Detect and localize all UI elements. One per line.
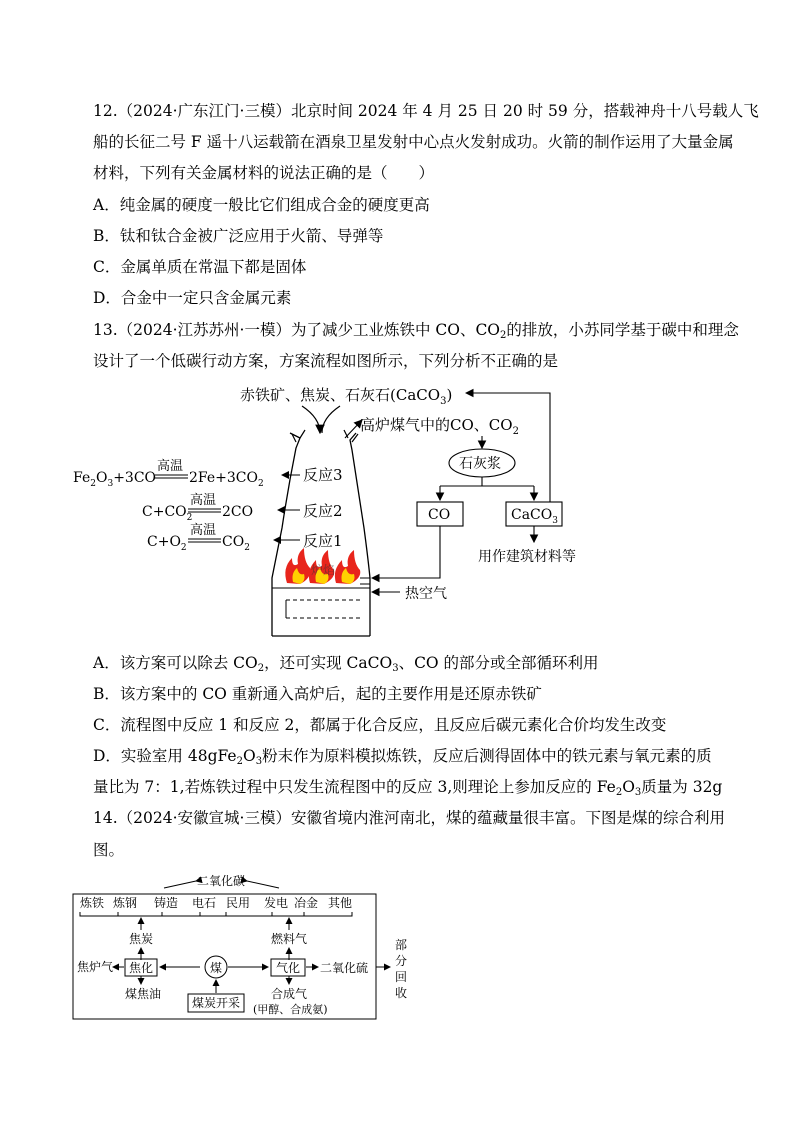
q13-option-c: C．流程图中反应 1 和反应 2，都属于化合反应，且反应后碳元素化合价均发生改变 <box>93 716 667 734</box>
fuel-gas-label: 燃料气 <box>271 932 308 946</box>
furnace-right-wall <box>350 433 370 636</box>
svg-text:2CO: 2CO <box>222 504 254 520</box>
flame-label: 炉焰 <box>311 563 336 577</box>
svg-text:C+CO2: $C+CO_2$ <box>142 504 193 523</box>
feed-label: 赤铁矿、焦炭、石灰石(CaCO$_3$) <box>240 386 453 407</box>
reaction-1-label: 反应1 <box>303 532 343 550</box>
q12-option-c: C．金属单质在常温下都是固体 <box>93 258 307 276</box>
coal-tar-label: 煤焦油 <box>125 987 162 1001</box>
lime-slurry-label: 石灰浆 <box>459 456 501 472</box>
svg-text:煤炭开采: 煤炭开采 <box>192 996 241 1010</box>
building-material-label: 用作建筑材料等 <box>478 549 576 565</box>
q12-line-1: 12.（2024·广东江门·三模）北京时间 2024 年 4 月 25 日 20 时 59 分，搭载神舟十八号载人飞 <box>93 102 759 120</box>
svg-text:民用: 民用 <box>226 896 251 910</box>
svg-text:电石: 电石 <box>192 896 217 910</box>
svg-text:回: 回 <box>395 970 408 984</box>
svg-text:CaCO3: CaCO$_3$ <box>511 507 558 526</box>
so2-label: 二氧化硫 <box>320 961 369 975</box>
hot-air-label: 热空气 <box>405 586 447 602</box>
svg-text:煤: 煤 <box>210 961 223 975</box>
svg-text:铸造: 铸造 <box>154 896 179 910</box>
reaction-2-label: 反应2 <box>303 502 343 520</box>
svg-text:Fe2O3+3CO: $Fe_2O_3+3CO$ <box>73 470 157 489</box>
syngas-label: 合成气 <box>271 987 308 1001</box>
q14-line-1: 14.（2024·安徽宣城·三模）安徽省境内淮河南北，煤的蕴藏量很丰富。下图是煤的综合利用 <box>93 809 725 827</box>
svg-text:分: 分 <box>395 954 408 968</box>
equation-3 <box>73 458 264 489</box>
svg-text:高温: 高温 <box>190 493 217 508</box>
q12-line-3: 材料，下列有关金属材料的说法正确的是（ ） <box>93 164 435 182</box>
svg-text:高温: 高温 <box>157 459 184 474</box>
gas-label: 高炉煤气中的CO、$CO_2$ <box>360 416 519 437</box>
q12-option-d: D．合金中一定只含金属元素 <box>93 289 292 307</box>
q14-coal-utilization-diagram <box>0 868 794 1028</box>
svg-text:焦化: 焦化 <box>129 961 154 975</box>
svg-text:气化: 气化 <box>276 961 301 975</box>
svg-text:C+O2: $C+O_2$ <box>147 534 187 553</box>
q13-flow-diagram <box>0 378 794 640</box>
q13-option-b: B．该方案中的 CO 重新通入高炉后，起的主要作用是还原赤铁矿 <box>93 685 542 703</box>
equation-1 <box>147 522 250 553</box>
svg-text:CO: CO <box>428 507 451 523</box>
partial-recovery-label <box>395 938 407 1000</box>
syngas-use-label: (甲醇、合成氨) <box>253 1003 328 1016</box>
svg-text:冶金: 冶金 <box>294 896 319 910</box>
svg-text:发电: 发电 <box>264 896 289 910</box>
coke-label: 焦炭 <box>129 932 154 946</box>
svg-text:炼钢: 炼钢 <box>113 896 138 910</box>
q12-option-b: B．钛和钛合金被广泛应用于火箭、导弹等 <box>93 227 384 245</box>
coke-oven-gas-label: 焦炉气 <box>77 960 114 974</box>
q13-line-1: 13.（2024·江苏苏州·一模）为了减少工业炼铁中 CO、$CO_2$的排放，小苏同学基于碳中和理念 <box>93 321 739 341</box>
q13-option-d-line-1: D．实验室用 $48gFe_2O_3$粉末作为原料模拟炼铁，反应后测得固体中的铁元素与氧元素的质 <box>93 747 712 767</box>
reaction-3-label: 反应3 <box>303 466 343 484</box>
q12-option-a: A．纯金属的硬度一般比它们组成合金的硬度更高 <box>93 196 430 214</box>
q13-line-2: 设计了一个低碳行动方案，方案流程如图所示，下列分析不正确的是 <box>93 352 559 370</box>
uses-row <box>80 895 352 910</box>
svg-text:其他: 其他 <box>328 896 353 910</box>
svg-text:收: 收 <box>395 986 408 1000</box>
svg-text:2Fe+3CO2: $2Fe+3CO_2$ <box>189 470 264 489</box>
q14-line-2: 图。 <box>93 841 125 859</box>
q13-option-d-line-2: 量比为 7：1,若炼铁过程中只发生流程图中的反应 3,则理论上参加反应的 $Fe_2O_3$质量为 32g <box>93 778 723 798</box>
svg-text:部: 部 <box>395 938 408 952</box>
svg-text:炼铁: 炼铁 <box>80 896 105 910</box>
equation-2 <box>142 492 253 523</box>
co2-label: 二氧化碳 <box>197 874 246 888</box>
svg-text:CO2: $CO_2$ <box>222 534 250 553</box>
q12-line-2: 船的长征二号 F 遥十八运载箭在酒泉卫星发射中心点火发射成功。火箭的制作运用了大量金属 <box>93 133 734 151</box>
svg-text:高温: 高温 <box>190 523 217 538</box>
q13-option-a: A．该方案可以除去 $CO_2$，还可实现 CaCO$_3$、CO 的部分或全部循环利用 <box>93 654 599 674</box>
